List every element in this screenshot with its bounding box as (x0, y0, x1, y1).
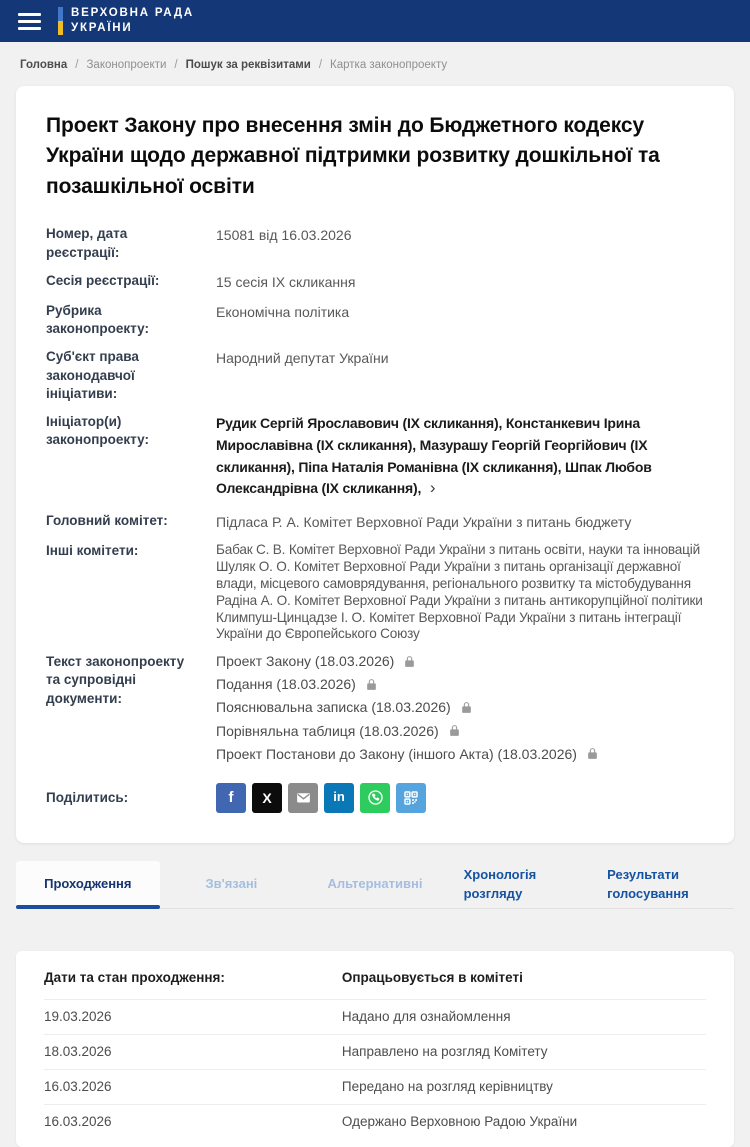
tab-passage[interactable]: Проходження (16, 861, 160, 909)
share-buttons (216, 783, 704, 813)
document-row (216, 676, 704, 692)
breadcrumb-separator: / (318, 59, 323, 71)
tab-related[interactable]: Зв'язані (205, 876, 258, 892)
timeline-row (44, 999, 706, 1034)
whatsapp-share-button[interactable] (360, 783, 390, 813)
whatsapp-icon (366, 788, 385, 807)
timeline-row (44, 1069, 706, 1104)
timeline-status: Надано для ознайомлення (341, 1008, 511, 1024)
field-subject (46, 348, 704, 403)
document-row (216, 699, 704, 715)
field-initiators-value (216, 413, 704, 500)
field-main-committee (46, 512, 704, 532)
qr-code-share-button[interactable] (396, 783, 426, 813)
field-main-committee-label: Головний комітет: (46, 512, 168, 528)
lock-icon (586, 747, 599, 760)
envelope-icon (295, 789, 312, 806)
timeline-date: 16.03.2026 (44, 1078, 112, 1094)
field-main-committee-value: Підласа Р. А. Комітет Верховної Ради України з питань бюджету (216, 513, 632, 530)
email-share-button[interactable] (288, 783, 318, 813)
document-row (216, 746, 704, 762)
tab-alternatives[interactable]: Альтернативні (327, 876, 423, 892)
field-number-value: 15081 від 16.03.2026 (216, 227, 352, 244)
rada-logo[interactable] (58, 6, 194, 36)
field-subject-value: Народний депутат України (216, 350, 389, 367)
lock-icon (403, 655, 416, 668)
field-documents-label: Текст законопроекту та супровідні документи: (46, 654, 185, 706)
document-link[interactable]: Подання (18.03.2026) (216, 676, 356, 693)
field-other-committees (46, 542, 704, 643)
field-session-value: 15 сесія IX скликання (216, 273, 356, 290)
bill-title: Проект Закону про внесення змін до Бюджетного кодексу України щодо державної підтримки розвитку дошкільної та позашкільної освіти (46, 114, 660, 198)
qr-code-icon (402, 789, 420, 807)
timeline-date: 19.03.2026 (44, 1008, 112, 1024)
field-number-label: Номер, дата реєстрації: (46, 226, 128, 260)
breadcrumb-home[interactable]: Головна (20, 59, 68, 71)
field-rubric (46, 302, 704, 338)
field-initiators (46, 413, 704, 500)
top-navigation-bar (0, 0, 750, 42)
share-row (46, 783, 704, 813)
documents-list (216, 653, 704, 768)
x-twitter-icon: X (262, 789, 272, 806)
document-row (216, 653, 704, 669)
document-link[interactable]: Пояснювальна записка (18.03.2026) (216, 699, 451, 716)
ukraine-flag-icon (58, 7, 63, 35)
document-link[interactable]: Проект Постанови до Закону (іншого Акта) (18.03.2026) (216, 745, 577, 762)
committee-item: Шуляк О. О. Комітет Верховної Ради України з питань організації державної влади, місцевого самоврядування, регіонального розвитку та містобудування (216, 559, 691, 591)
field-session-label: Сесія реєстрації: (46, 272, 160, 288)
chevron-right-icon[interactable]: › (429, 478, 436, 498)
timeline-date: 16.03.2026 (44, 1113, 112, 1129)
field-rubric-label: Рубрика законопроекту: (46, 303, 149, 337)
committee-item: Климпуш-Цинцадзе І. О. Комітет Верховної Ради України з питань інтеграції України до Європейського Союзу (216, 609, 682, 642)
logo-text: ВЕРХОВНА РАДА УКРАЇНИ (71, 7, 194, 34)
initiators-names: Рудик Сергій Ярославович (IX скликання), Констанкевич Ірина Мирославівна (IX скликання), Мазурашу Георгій Георгійович (IX скликання), Піпа Наталія Романівна (IX скликання), Шпак Любов Олександрівна (IX скликання), (216, 415, 652, 497)
bill-card (16, 86, 734, 843)
field-rubric-value: Економічна політика (216, 304, 350, 321)
committee-item: Бабак С. В. Комітет Верховної Ради України з питань освіти, науки та інновацій (216, 542, 700, 558)
lock-icon (448, 724, 461, 737)
share-label: Поділитись: (46, 789, 129, 805)
passage-timeline-card (16, 951, 734, 1147)
document-link[interactable]: Проект Закону (18.03.2026) (216, 653, 395, 670)
timeline-status: Одержано Верховною Радою України (341, 1113, 578, 1129)
linkedin-share-button[interactable] (324, 783, 354, 813)
breadcrumb-separator: / (75, 59, 79, 71)
breadcrumb-bills[interactable]: Законопроекти (86, 59, 167, 71)
x-twitter-share-button[interactable] (252, 783, 282, 813)
lock-icon (365, 678, 378, 691)
timeline-row (44, 1104, 706, 1139)
breadcrumb-separator: / (174, 59, 178, 71)
document-row (216, 723, 704, 739)
breadcrumb-search[interactable]: Пошук за реквізитами (185, 59, 311, 71)
field-other-committees-value (216, 542, 704, 643)
timeline-row (44, 1034, 706, 1069)
document-link[interactable]: Порівняльна таблиця (18.03.2026) (216, 722, 439, 739)
field-documents (46, 653, 704, 768)
timeline-status: Направлено на розгляд Комітету (341, 1043, 548, 1059)
field-initiators-label: Ініціатор(и) законопроекту: (46, 414, 149, 448)
facebook-icon: f (228, 788, 234, 806)
facebook-share-button[interactable] (216, 783, 246, 813)
timeline-header-dates: Дати та стан проходження: (44, 969, 225, 985)
breadcrumb-bill-card: Картка законопроекту (330, 59, 448, 71)
timeline-status: Передано на розгляд керівництву (341, 1078, 553, 1094)
field-other-committees-label: Інші комітети: (46, 543, 139, 559)
timeline-date: 18.03.2026 (44, 1043, 112, 1059)
timeline-header-status: Опрацьовується в комітеті (341, 969, 523, 985)
field-number (46, 225, 704, 261)
committee-item: Радіна А. О. Комітет Верховної Ради України з питань антикорупційної політики (216, 592, 703, 608)
hamburger-menu-icon[interactable] (18, 13, 41, 30)
linkedin-icon: in (333, 789, 345, 805)
field-session (46, 272, 704, 292)
tab-voting-results[interactable]: Результати голосування (607, 866, 689, 901)
lock-icon (460, 701, 473, 714)
field-subject-label: Суб'єкт права законодавчої ініціативи: (46, 349, 139, 401)
bill-tabs (16, 861, 734, 909)
timeline-header-row (44, 955, 706, 999)
breadcrumb (0, 42, 750, 86)
tab-chronology[interactable]: Хронологія розгляду (463, 866, 537, 901)
